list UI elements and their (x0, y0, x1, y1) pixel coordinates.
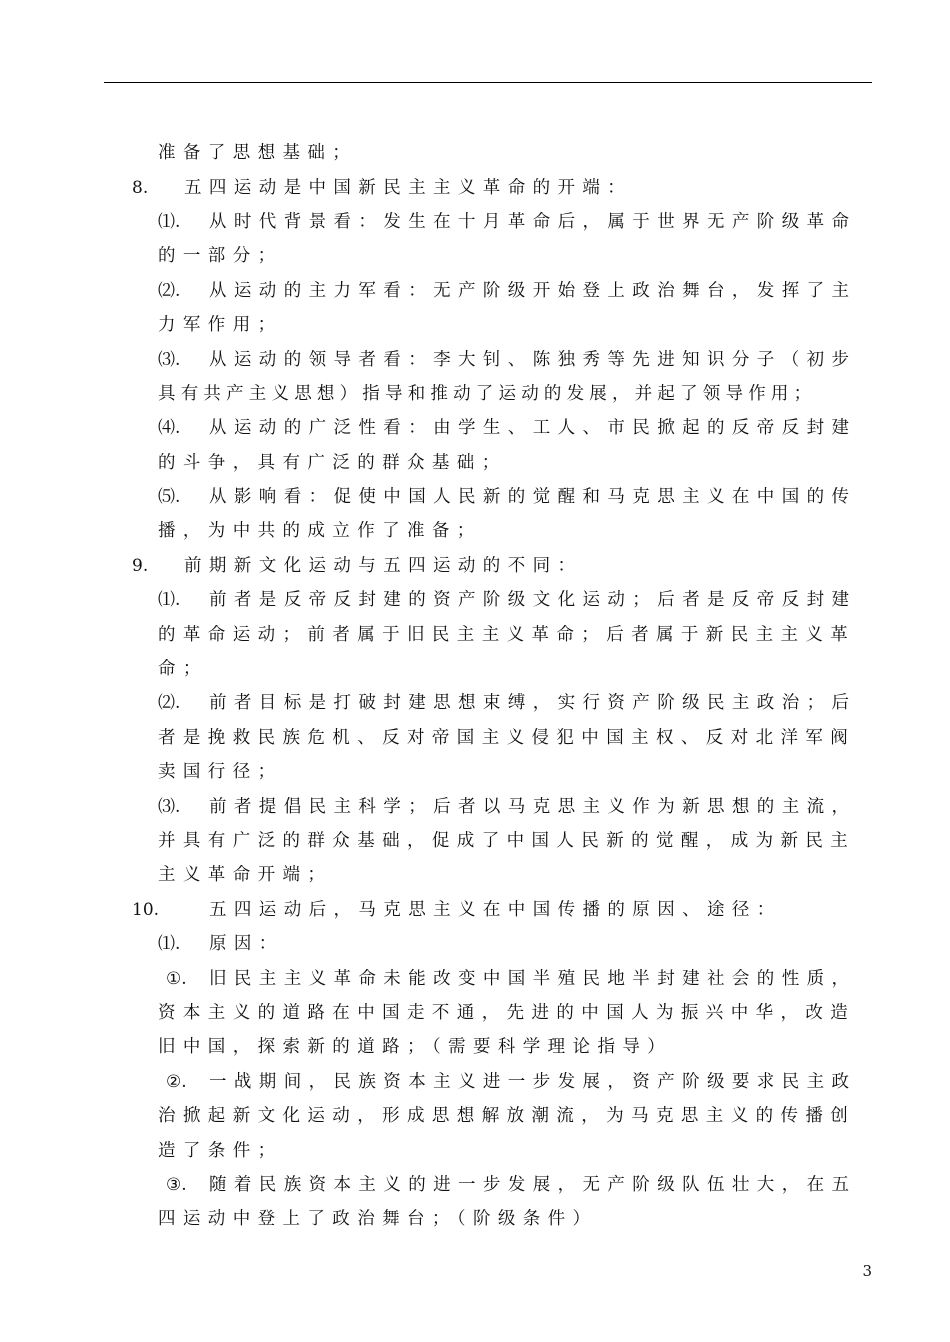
item-number: 8. (132, 178, 149, 198)
text-line: 前者是反帝反封建的资产阶级文化运动；后者是反帝反封建 (209, 590, 857, 610)
sub-item-number: ⑵. (158, 693, 181, 713)
text-line: 的斗争，具有广泛的群众基础； (158, 453, 507, 473)
text-line: 命； (158, 659, 208, 679)
text-line: 治掀起新文化运动，形成思想解放潮流，为马克思主义的传播创 (158, 1106, 856, 1126)
text-line: 者是挽救民族危机、反对帝国主义侵犯中国主权、反对北洋军阀 (158, 728, 856, 748)
text-line: 造了条件； (158, 1141, 283, 1161)
sub-item-number: ⑴. (158, 590, 181, 610)
text-line: 具有共产主义思想）指导和推动了运动的发展，并起了领导作用； (158, 384, 817, 404)
text-line: 四运动中登上了政治舞台；（阶级条件） (158, 1209, 598, 1229)
circled-number: ③. (166, 1175, 187, 1195)
text-line: 播，为中共的成立作了准备； (158, 521, 482, 541)
item-heading: 五四运动后，马克思主义在中国传播的原因、途径： (209, 900, 782, 920)
text-line: 并具有广泛的群众基础，促成了中国人民新的觉醒，成为新民主 (158, 831, 856, 851)
item-number: 9. (132, 556, 149, 576)
page-number: 3 (862, 1262, 872, 1280)
sub-item-number: ⑵. (158, 281, 181, 301)
item-heading: 五四运动是中国新民主主义革命的开端： (184, 178, 633, 198)
text-line: 从时代背景看：发生在十月革命后，属于世界无产阶级革命 (209, 212, 857, 232)
text-line: 从运动的主力军看：无产阶级开始登上政治舞台，发挥了主 (209, 281, 857, 301)
text-line: 从运动的广泛性看：由学生、工人、市民掀起的反帝反封建 (209, 418, 857, 438)
text-line: 随着民族资本主义的进一步发展，无产阶级队伍壮大，在五 (209, 1175, 857, 1195)
text-line: 的一部分； (158, 246, 283, 266)
text-line: 卖国行径； (158, 762, 283, 782)
sub-item-number: ⑶. (158, 797, 181, 817)
text-line: 从运动的领导者看：李大钊、陈独秀等先进知识分子（初步 (209, 350, 857, 370)
text-line: 原因： (209, 934, 284, 954)
item-heading: 前期新文化运动与五四运动的不同： (184, 556, 583, 576)
sub-item-number: ⑶. (158, 350, 181, 370)
text-line: 一战期间，民族资本主义进一步发展，资产阶级要求民主政 (209, 1072, 857, 1092)
sub-item-number: ⑸. (158, 487, 181, 507)
header-rule (104, 82, 872, 83)
text-line: 主义革命开端； (158, 865, 333, 885)
sub-item-number: ⑴. (158, 934, 181, 954)
text-line: 的革命运动；前者属于旧民主主义革命；后者属于新民主主义革 (158, 625, 856, 645)
text-line: 前者提倡民主科学；后者以马克思主义作为新思想的主流， (209, 797, 857, 817)
text-line: 旧中国，探索新的道路；（需要科学理论指导） (158, 1037, 673, 1057)
text-line: 从影响看：促使中国人民新的觉醒和马克思主义在中国的传 (209, 487, 857, 507)
sub-item-number: ⑴. (158, 212, 181, 232)
text-line: 前者目标是打破封建思想束缚，实行资产阶级民主政治；后 (209, 693, 857, 713)
sub-item-number: ⑷. (158, 418, 181, 438)
text-line: 准备了思想基础； (158, 143, 358, 163)
text-line: 资本主义的道路在中国走不通，先进的中国人为振兴中华，改造 (158, 1003, 856, 1023)
circled-number: ②. (166, 1072, 187, 1092)
text-line: 旧民主主义革命未能改变中国半殖民地半封建社会的性质， (209, 969, 857, 989)
circled-number: ①. (166, 969, 187, 989)
text-line: 力军作用； (158, 315, 283, 335)
item-number: 10. (132, 900, 160, 920)
